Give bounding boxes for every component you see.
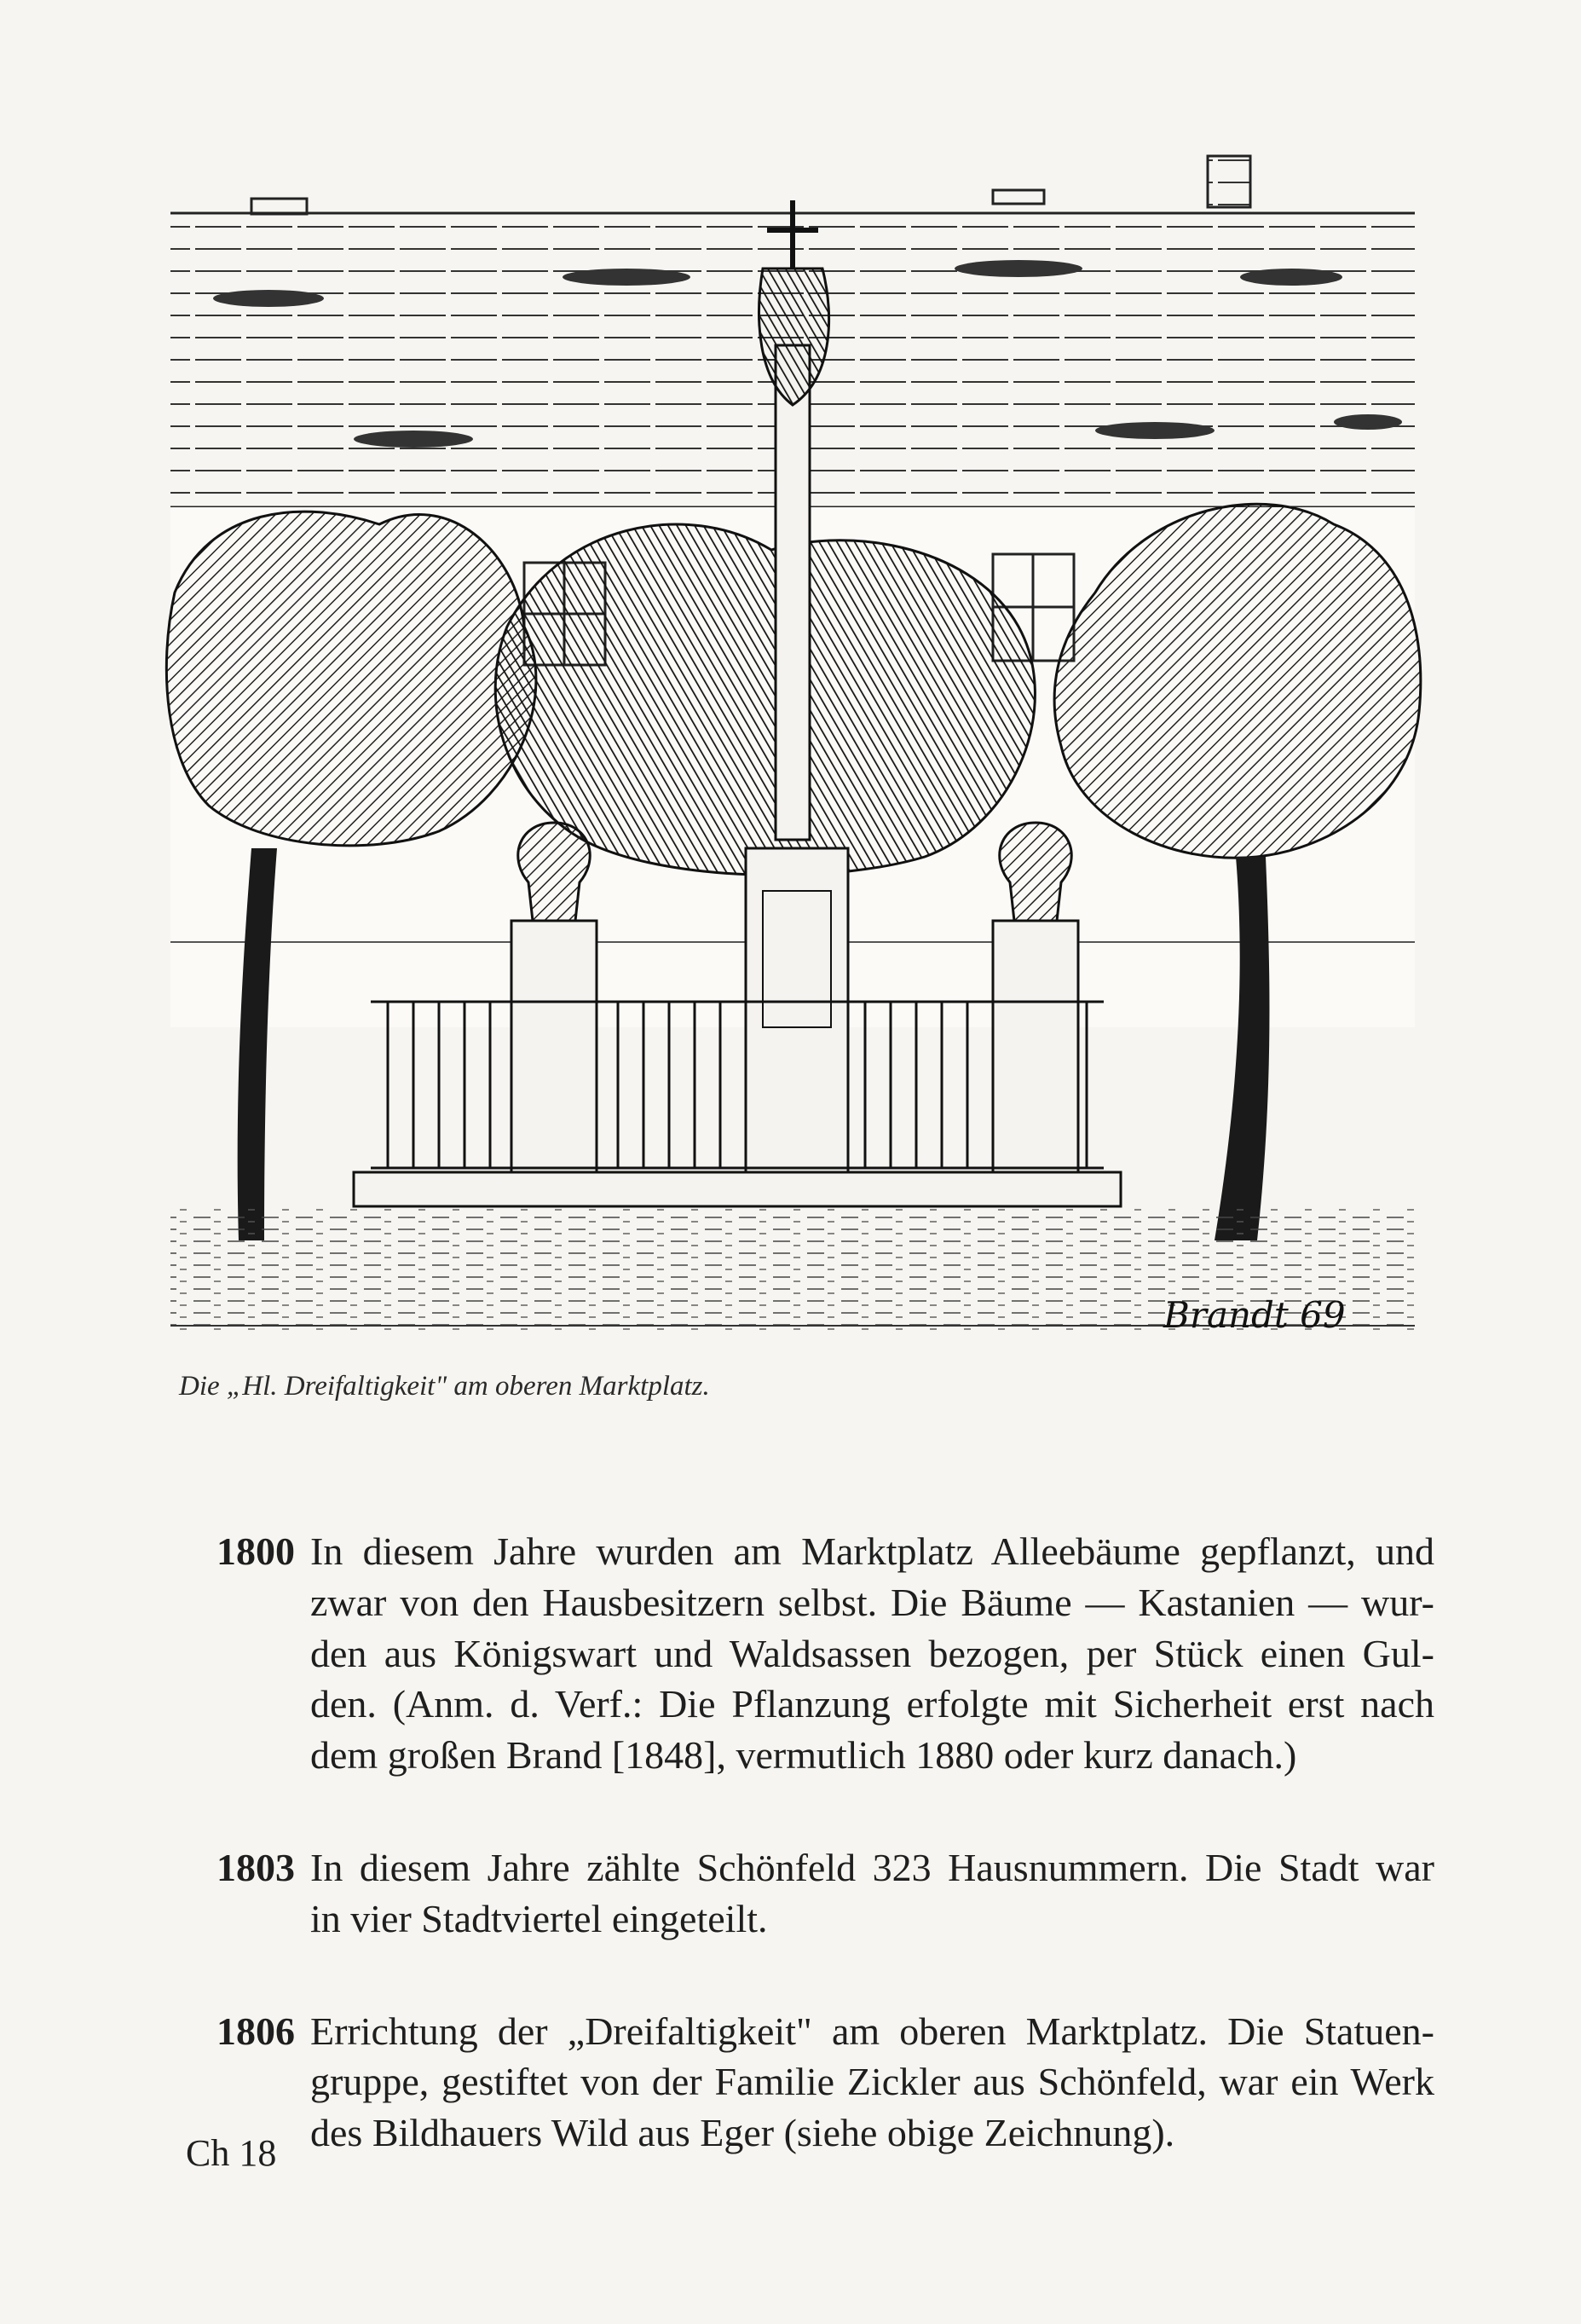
entry-year: 1800: [216, 1529, 295, 1573]
text-line: dem großen Brand [1848], vermutlich 1880 oder kurz danach.): [310, 1733, 1297, 1778]
entry-1806: [177, 2006, 1434, 2159]
entry-text: [310, 2006, 1434, 2159]
entry-text: [310, 1842, 1434, 1945]
text-line: Errichtung der „Dreifaltigkeit" am oberen Marktplatz. Die Statuen-: [310, 2009, 1434, 2053]
text-line: zwar von den Hausbesitzern selbst. Die Bäume — Kastanien — wur-: [310, 1580, 1434, 1624]
signature: Brandt 69: [1163, 1294, 1346, 1336]
entry-text: [310, 1526, 1434, 1781]
text-line: gruppe, gestiftet von der Familie Zickler aus Schönfeld, war ein Werk: [310, 2060, 1434, 2104]
text-line: In diesem Jahre wurden am Marktplatz Alleebäume gepflanzt, und: [310, 1529, 1434, 1573]
illustration-trinity-column: [158, 149, 1428, 1351]
text-line: den. (Anm. d. Verf.: Die Pflanzung erfolgte mit Sicherheit erst nach: [310, 1682, 1434, 1726]
text-line: In diesem Jahre zählte Schönfeld 323 Hausnummern. Die Stadt war: [310, 1845, 1434, 1889]
ink-drawing: [158, 149, 1428, 1351]
text-line: in vier Stadtviertel eingeteilt.: [310, 1896, 768, 1940]
entry-1800: [177, 1526, 1434, 1781]
entry-year: 1803: [216, 1845, 295, 1889]
text-line: den aus Königswart und Waldsassen bezogen, per Stück einen Gul-: [310, 1631, 1434, 1675]
entry-year: 1806: [216, 2009, 295, 2053]
chronicle-entries: [177, 1526, 1434, 2220]
text-line: des Bildhauers Wild aus Eger (siehe obige Zeichnung).: [310, 2111, 1175, 2155]
figure-caption: Die „Hl. Dreifaltigkeit" am oberen Marktplatz.: [179, 1371, 710, 1402]
page-number: Ch 18: [186, 2132, 277, 2174]
entry-1803: [177, 1842, 1434, 1945]
